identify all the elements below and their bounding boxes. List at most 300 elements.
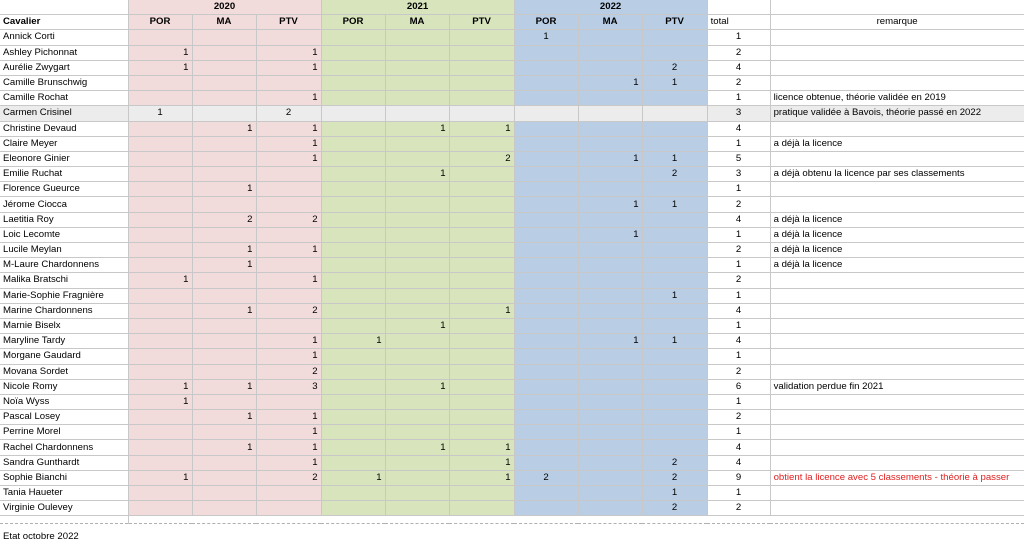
count-cell-por-2020[interactable] xyxy=(128,318,192,333)
count-cell-por-2022[interactable] xyxy=(514,303,578,318)
count-cell-por-2021[interactable] xyxy=(321,45,385,60)
total-cell[interactable]: 4 xyxy=(707,212,770,227)
count-cell-por-2020[interactable] xyxy=(128,455,192,470)
count-cell-ptv-2022[interactable]: 1 xyxy=(642,197,707,212)
count-cell-ptv-2020[interactable]: 1 xyxy=(256,121,321,136)
count-cell-ma-2020[interactable]: 1 xyxy=(192,182,256,197)
total-cell[interactable]: 1 xyxy=(707,425,770,440)
count-cell-ptv-2022[interactable]: 1 xyxy=(642,288,707,303)
count-cell-ma-2022[interactable] xyxy=(578,121,642,136)
count-cell-ptv-2021[interactable] xyxy=(449,410,514,425)
count-cell-ptv-2021[interactable]: 1 xyxy=(449,303,514,318)
count-cell-ptv-2020[interactable] xyxy=(256,182,321,197)
count-cell-ma-2021[interactable] xyxy=(385,45,449,60)
remark-cell[interactable]: a déjà la licence xyxy=(770,227,1024,242)
count-cell-ptv-2020[interactable] xyxy=(256,227,321,242)
remark-cell[interactable] xyxy=(770,425,1024,440)
count-cell-por-2020[interactable] xyxy=(128,136,192,151)
total-cell[interactable]: 4 xyxy=(707,440,770,455)
count-cell-por-2021[interactable]: 1 xyxy=(321,470,385,485)
remark-cell[interactable]: a déjà la licence xyxy=(770,258,1024,273)
remark-cell[interactable] xyxy=(770,440,1024,455)
count-cell-ptv-2022[interactable] xyxy=(642,106,707,121)
count-cell-ma-2020[interactable]: 1 xyxy=(192,379,256,394)
count-cell-ptv-2020[interactable] xyxy=(256,501,321,516)
count-cell-ptv-2022[interactable]: 1 xyxy=(642,151,707,166)
count-cell-ma-2022[interactable] xyxy=(578,60,642,75)
count-cell-por-2020[interactable] xyxy=(128,75,192,90)
remark-cell[interactable] xyxy=(770,303,1024,318)
remark-cell[interactable] xyxy=(770,349,1024,364)
count-cell-por-2020[interactable] xyxy=(128,425,192,440)
count-cell-ptv-2021[interactable]: 2 xyxy=(449,151,514,166)
count-cell-por-2021[interactable] xyxy=(321,288,385,303)
total-cell[interactable]: 1 xyxy=(707,288,770,303)
count-cell-por-2021[interactable] xyxy=(321,227,385,242)
count-cell-ptv-2022[interactable] xyxy=(642,273,707,288)
count-cell-ptv-2022[interactable] xyxy=(642,379,707,394)
count-cell-ma-2021[interactable] xyxy=(385,227,449,242)
count-cell-ma-2020[interactable] xyxy=(192,273,256,288)
count-cell-ma-2020[interactable] xyxy=(192,318,256,333)
count-cell-por-2021[interactable] xyxy=(321,379,385,394)
total-cell[interactable]: 2 xyxy=(707,243,770,258)
total-cell[interactable]: 1 xyxy=(707,258,770,273)
count-cell-por-2021[interactable] xyxy=(321,349,385,364)
count-cell-por-2022[interactable] xyxy=(514,486,578,501)
count-cell-ma-2022[interactable] xyxy=(578,440,642,455)
count-cell-ma-2021[interactable] xyxy=(385,486,449,501)
remark-cell[interactable] xyxy=(770,197,1024,212)
col-header-ptv-2021[interactable]: PTV xyxy=(449,15,514,30)
count-cell-por-2022[interactable] xyxy=(514,243,578,258)
count-cell-ma-2020[interactable] xyxy=(192,91,256,106)
count-cell-ma-2020[interactable]: 1 xyxy=(192,258,256,273)
remark-cell[interactable] xyxy=(770,486,1024,501)
count-cell-ptv-2021[interactable] xyxy=(449,227,514,242)
col-header-ma-2020[interactable]: MA xyxy=(192,15,256,30)
total-cell[interactable]: 4 xyxy=(707,60,770,75)
count-cell-por-2020[interactable] xyxy=(128,486,192,501)
remark-cell[interactable] xyxy=(770,30,1024,45)
total-column-header[interactable]: total xyxy=(707,15,770,30)
count-cell-ptv-2022[interactable] xyxy=(642,410,707,425)
empty-cell[interactable] xyxy=(128,516,1024,524)
total-cell[interactable]: 2 xyxy=(707,410,770,425)
count-cell-ma-2022[interactable] xyxy=(578,273,642,288)
count-cell-ptv-2022[interactable] xyxy=(642,243,707,258)
total-cell[interactable]: 2 xyxy=(707,364,770,379)
count-cell-ptv-2020[interactable]: 3 xyxy=(256,379,321,394)
col-header-por-2022[interactable]: POR xyxy=(514,15,578,30)
count-cell-por-2020[interactable] xyxy=(128,212,192,227)
count-cell-por-2021[interactable] xyxy=(321,318,385,333)
count-cell-por-2020[interactable]: 1 xyxy=(128,60,192,75)
total-cell[interactable]: 1 xyxy=(707,486,770,501)
count-cell-ptv-2021[interactable] xyxy=(449,258,514,273)
count-cell-ptv-2022[interactable]: 2 xyxy=(642,501,707,516)
count-cell-ptv-2021[interactable] xyxy=(449,91,514,106)
count-cell-ptv-2022[interactable] xyxy=(642,182,707,197)
count-cell-por-2022[interactable] xyxy=(514,318,578,333)
rider-name-cell[interactable]: Lucile Meylan xyxy=(0,243,128,258)
count-cell-por-2020[interactable] xyxy=(128,334,192,349)
count-cell-ma-2021[interactable] xyxy=(385,364,449,379)
count-cell-ma-2021[interactable] xyxy=(385,394,449,409)
count-cell-ma-2021[interactable] xyxy=(385,106,449,121)
count-cell-ma-2020[interactable] xyxy=(192,425,256,440)
count-cell-ma-2022[interactable] xyxy=(578,455,642,470)
remark-cell[interactable] xyxy=(770,182,1024,197)
count-cell-por-2021[interactable] xyxy=(321,455,385,470)
count-cell-por-2020[interactable]: 1 xyxy=(128,379,192,394)
count-cell-por-2020[interactable] xyxy=(128,197,192,212)
remark-cell[interactable] xyxy=(770,45,1024,60)
count-cell-por-2020[interactable] xyxy=(128,243,192,258)
count-cell-ma-2022[interactable] xyxy=(578,394,642,409)
count-cell-por-2022[interactable] xyxy=(514,91,578,106)
rider-name-cell[interactable]: Loic Lecomte xyxy=(0,227,128,242)
remark-cell[interactable] xyxy=(770,75,1024,90)
count-cell-por-2022[interactable] xyxy=(514,45,578,60)
total-cell[interactable]: 1 xyxy=(707,30,770,45)
count-cell-ma-2022[interactable] xyxy=(578,136,642,151)
count-cell-por-2020[interactable] xyxy=(128,151,192,166)
col-header-ptv-2022[interactable]: PTV xyxy=(642,15,707,30)
count-cell-ma-2020[interactable]: 1 xyxy=(192,303,256,318)
count-cell-por-2020[interactable] xyxy=(128,258,192,273)
count-cell-por-2020[interactable] xyxy=(128,349,192,364)
count-cell-ptv-2021[interactable] xyxy=(449,334,514,349)
count-cell-ptv-2020[interactable] xyxy=(256,486,321,501)
count-cell-ma-2021[interactable] xyxy=(385,258,449,273)
count-cell-ptv-2020[interactable]: 2 xyxy=(256,303,321,318)
count-cell-por-2020[interactable] xyxy=(128,440,192,455)
count-cell-ma-2020[interactable] xyxy=(192,75,256,90)
count-cell-por-2022[interactable] xyxy=(514,440,578,455)
count-cell-ma-2022[interactable] xyxy=(578,167,642,182)
count-cell-por-2020[interactable]: 1 xyxy=(128,273,192,288)
count-cell-ma-2020[interactable] xyxy=(192,349,256,364)
rider-name-cell[interactable]: Rachel Chardonnens xyxy=(0,440,128,455)
rider-name-cell[interactable]: Tania Haueter xyxy=(0,486,128,501)
count-cell-ma-2022[interactable]: 1 xyxy=(578,197,642,212)
count-cell-ma-2022[interactable] xyxy=(578,379,642,394)
rider-name-cell[interactable]: Pascal Losey xyxy=(0,410,128,425)
count-cell-ptv-2022[interactable] xyxy=(642,227,707,242)
remark-column-header[interactable]: remarque xyxy=(770,15,1024,30)
count-cell-por-2021[interactable] xyxy=(321,212,385,227)
remark-cell[interactable] xyxy=(770,334,1024,349)
rider-name-cell[interactable]: Eleonore Ginier xyxy=(0,151,128,166)
rider-name-cell[interactable]: Annick Corti xyxy=(0,30,128,45)
count-cell-por-2022[interactable] xyxy=(514,106,578,121)
remark-cell[interactable] xyxy=(770,364,1024,379)
rider-name-cell[interactable]: Sandra Gunthardt xyxy=(0,455,128,470)
status-date-text[interactable]: Etat octobre 2022 xyxy=(3,531,79,543)
total-cell[interactable]: 1 xyxy=(707,349,770,364)
count-cell-ma-2021[interactable] xyxy=(385,212,449,227)
count-cell-ptv-2022[interactable]: 2 xyxy=(642,60,707,75)
col-header-por-2021[interactable]: POR xyxy=(321,15,385,30)
count-cell-por-2022[interactable] xyxy=(514,501,578,516)
count-cell-ptv-2021[interactable] xyxy=(449,30,514,45)
count-cell-ma-2021[interactable] xyxy=(385,410,449,425)
count-cell-por-2021[interactable] xyxy=(321,30,385,45)
remark-cell[interactable]: licence obtenue, théorie validée en 2019 xyxy=(770,91,1024,106)
total-cell[interactable]: 4 xyxy=(707,303,770,318)
count-cell-por-2020[interactable]: 1 xyxy=(128,45,192,60)
count-cell-por-2022[interactable] xyxy=(514,197,578,212)
count-cell-ptv-2022[interactable] xyxy=(642,121,707,136)
count-cell-ma-2021[interactable] xyxy=(385,334,449,349)
count-cell-ma-2022[interactable] xyxy=(578,364,642,379)
count-cell-ma-2020[interactable]: 1 xyxy=(192,121,256,136)
count-cell-por-2022[interactable] xyxy=(514,364,578,379)
count-cell-por-2021[interactable] xyxy=(321,91,385,106)
count-cell-ptv-2021[interactable] xyxy=(449,425,514,440)
count-cell-ptv-2022[interactable] xyxy=(642,425,707,440)
count-cell-por-2021[interactable] xyxy=(321,501,385,516)
count-cell-ptv-2020[interactable]: 1 xyxy=(256,349,321,364)
count-cell-por-2021[interactable] xyxy=(321,364,385,379)
count-cell-ptv-2022[interactable] xyxy=(642,349,707,364)
total-cell[interactable]: 6 xyxy=(707,379,770,394)
count-cell-por-2021[interactable] xyxy=(321,303,385,318)
total-cell[interactable]: 1 xyxy=(707,136,770,151)
rider-name-cell[interactable]: Emilie Ruchat xyxy=(0,167,128,182)
count-cell-por-2020[interactable]: 1 xyxy=(128,394,192,409)
count-cell-por-2022[interactable] xyxy=(514,227,578,242)
count-cell-por-2022[interactable] xyxy=(514,273,578,288)
count-cell-por-2022[interactable] xyxy=(514,136,578,151)
count-cell-ma-2020[interactable]: 1 xyxy=(192,410,256,425)
total-cell[interactable]: 3 xyxy=(707,167,770,182)
count-cell-ptv-2021[interactable]: 1 xyxy=(449,455,514,470)
count-cell-ptv-2022[interactable] xyxy=(642,30,707,45)
count-cell-ptv-2020[interactable] xyxy=(256,30,321,45)
count-cell-ma-2020[interactable] xyxy=(192,501,256,516)
remark-cell[interactable]: a déjà la licence xyxy=(770,243,1024,258)
count-cell-por-2021[interactable] xyxy=(321,136,385,151)
year-2020-header[interactable]: 2020 xyxy=(128,0,321,15)
count-cell-ptv-2020[interactable]: 2 xyxy=(256,470,321,485)
remark-cell[interactable]: validation perdue fin 2021 xyxy=(770,379,1024,394)
count-cell-ptv-2020[interactable]: 1 xyxy=(256,45,321,60)
count-cell-ptv-2021[interactable] xyxy=(449,364,514,379)
count-cell-por-2021[interactable]: 1 xyxy=(321,334,385,349)
count-cell-ptv-2020[interactable] xyxy=(256,394,321,409)
remark-cell[interactable]: a déjà la licence xyxy=(770,136,1024,151)
count-cell-por-2022[interactable] xyxy=(514,75,578,90)
count-cell-ptv-2022[interactable] xyxy=(642,45,707,60)
remark-cell[interactable]: a déjà obtenu la licence par ses classements xyxy=(770,167,1024,182)
count-cell-ma-2020[interactable] xyxy=(192,45,256,60)
count-cell-ptv-2022[interactable] xyxy=(642,440,707,455)
rider-name-cell[interactable]: Jérome Ciocca xyxy=(0,197,128,212)
rider-name-cell[interactable]: Nicole Romy xyxy=(0,379,128,394)
count-cell-ma-2022[interactable] xyxy=(578,243,642,258)
count-cell-ma-2020[interactable] xyxy=(192,288,256,303)
count-cell-ptv-2021[interactable]: 1 xyxy=(449,121,514,136)
count-cell-por-2022[interactable] xyxy=(514,167,578,182)
count-cell-ptv-2021[interactable]: 1 xyxy=(449,440,514,455)
count-cell-ma-2021[interactable]: 1 xyxy=(385,167,449,182)
count-cell-ma-2021[interactable] xyxy=(385,349,449,364)
count-cell-ptv-2020[interactable]: 1 xyxy=(256,334,321,349)
count-cell-ptv-2020[interactable]: 2 xyxy=(256,212,321,227)
rider-name-cell[interactable]: Perrine Morel xyxy=(0,425,128,440)
count-cell-ptv-2020[interactable] xyxy=(256,318,321,333)
count-cell-ptv-2021[interactable] xyxy=(449,349,514,364)
count-cell-ptv-2020[interactable]: 1 xyxy=(256,425,321,440)
count-cell-ma-2021[interactable] xyxy=(385,455,449,470)
total-cell[interactable]: 1 xyxy=(707,394,770,409)
count-cell-ma-2022[interactable] xyxy=(578,486,642,501)
total-cell[interactable]: 3 xyxy=(707,106,770,121)
count-cell-ptv-2020[interactable] xyxy=(256,167,321,182)
count-cell-por-2021[interactable] xyxy=(321,440,385,455)
rider-name-cell[interactable]: Christine Devaud xyxy=(0,121,128,136)
count-cell-ptv-2021[interactable] xyxy=(449,106,514,121)
count-cell-ma-2020[interactable] xyxy=(192,167,256,182)
count-cell-ptv-2022[interactable]: 1 xyxy=(642,334,707,349)
count-cell-ptv-2021[interactable] xyxy=(449,243,514,258)
rider-name-cell[interactable]: Aurélie Zwygart xyxy=(0,60,128,75)
count-cell-ptv-2021[interactable] xyxy=(449,212,514,227)
count-cell-por-2020[interactable] xyxy=(128,501,192,516)
count-cell-ptv-2020[interactable] xyxy=(256,288,321,303)
count-cell-ma-2022[interactable] xyxy=(578,288,642,303)
rider-name-cell[interactable]: Florence Gueurce xyxy=(0,182,128,197)
count-cell-por-2022[interactable] xyxy=(514,410,578,425)
count-cell-por-2021[interactable] xyxy=(321,410,385,425)
count-cell-ma-2022[interactable] xyxy=(578,30,642,45)
count-cell-por-2022[interactable] xyxy=(514,425,578,440)
count-cell-ptv-2020[interactable]: 1 xyxy=(256,410,321,425)
rider-name-cell[interactable]: Claire Meyer xyxy=(0,136,128,151)
count-cell-ptv-2021[interactable] xyxy=(449,167,514,182)
count-cell-ma-2021[interactable]: 1 xyxy=(385,379,449,394)
col-header-ma-2022[interactable]: MA xyxy=(578,15,642,30)
count-cell-por-2022[interactable] xyxy=(514,394,578,409)
count-cell-por-2022[interactable] xyxy=(514,379,578,394)
count-cell-ptv-2021[interactable] xyxy=(449,60,514,75)
count-cell-por-2022[interactable] xyxy=(514,288,578,303)
count-cell-ma-2020[interactable] xyxy=(192,486,256,501)
count-cell-ptv-2020[interactable] xyxy=(256,197,321,212)
year-2022-header[interactable]: 2022 xyxy=(514,0,707,15)
count-cell-ptv-2022[interactable]: 1 xyxy=(642,75,707,90)
count-cell-por-2020[interactable] xyxy=(128,91,192,106)
count-cell-ptv-2020[interactable] xyxy=(256,75,321,90)
count-cell-ptv-2021[interactable] xyxy=(449,197,514,212)
rider-name-cell[interactable]: Ashley Pichonnat xyxy=(0,45,128,60)
count-cell-ptv-2022[interactable] xyxy=(642,303,707,318)
count-cell-por-2022[interactable] xyxy=(514,349,578,364)
rider-name-cell[interactable]: Malika Bratschi xyxy=(0,273,128,288)
count-cell-ptv-2022[interactable]: 1 xyxy=(642,486,707,501)
count-cell-por-2021[interactable] xyxy=(321,258,385,273)
rider-name-cell[interactable]: Camille Rochat xyxy=(0,91,128,106)
count-cell-ptv-2021[interactable] xyxy=(449,288,514,303)
count-cell-ma-2020[interactable] xyxy=(192,227,256,242)
count-cell-ptv-2022[interactable] xyxy=(642,212,707,227)
rider-name-cell[interactable]: Laetitia Roy xyxy=(0,212,128,227)
total-cell[interactable]: 2 xyxy=(707,197,770,212)
count-cell-por-2021[interactable] xyxy=(321,243,385,258)
rider-name-cell[interactable]: M-Laure Chardonnens xyxy=(0,258,128,273)
count-cell-ptv-2020[interactable]: 1 xyxy=(256,243,321,258)
count-cell-ptv-2021[interactable] xyxy=(449,273,514,288)
count-cell-ma-2022[interactable] xyxy=(578,349,642,364)
count-cell-ma-2022[interactable] xyxy=(578,182,642,197)
count-cell-ma-2021[interactable] xyxy=(385,470,449,485)
count-cell-por-2022[interactable]: 1 xyxy=(514,30,578,45)
count-cell-por-2021[interactable] xyxy=(321,394,385,409)
count-cell-ma-2021[interactable] xyxy=(385,30,449,45)
count-cell-ma-2020[interactable]: 2 xyxy=(192,212,256,227)
rider-name-cell[interactable]: Marie-Sophie Fragnière xyxy=(0,288,128,303)
rider-name-cell[interactable]: Sophie Bianchi xyxy=(0,470,128,485)
count-cell-ma-2022[interactable] xyxy=(578,410,642,425)
count-cell-por-2022[interactable] xyxy=(514,121,578,136)
count-cell-ma-2022[interactable] xyxy=(578,212,642,227)
count-cell-ma-2020[interactable] xyxy=(192,30,256,45)
count-cell-ma-2021[interactable] xyxy=(385,425,449,440)
count-cell-ptv-2022[interactable] xyxy=(642,394,707,409)
count-cell-por-2022[interactable] xyxy=(514,182,578,197)
count-cell-ma-2022[interactable]: 1 xyxy=(578,227,642,242)
count-cell-por-2022[interactable] xyxy=(514,455,578,470)
count-cell-ptv-2021[interactable] xyxy=(449,379,514,394)
count-cell-ptv-2022[interactable]: 2 xyxy=(642,470,707,485)
col-header-ptv-2020[interactable]: PTV xyxy=(256,15,321,30)
count-cell-ptv-2022[interactable] xyxy=(642,258,707,273)
count-cell-ma-2021[interactable] xyxy=(385,91,449,106)
count-cell-ptv-2021[interactable] xyxy=(449,136,514,151)
total-cell[interactable]: 1 xyxy=(707,91,770,106)
count-cell-ma-2020[interactable] xyxy=(192,151,256,166)
count-cell-ma-2020[interactable] xyxy=(192,197,256,212)
remark-cell[interactable] xyxy=(770,273,1024,288)
count-cell-ma-2020[interactable] xyxy=(192,60,256,75)
count-cell-por-2020[interactable] xyxy=(128,167,192,182)
remark-cell[interactable] xyxy=(770,151,1024,166)
count-cell-por-2021[interactable] xyxy=(321,151,385,166)
total-cell[interactable]: 4 xyxy=(707,121,770,136)
count-cell-por-2021[interactable] xyxy=(321,197,385,212)
count-cell-ptv-2022[interactable]: 2 xyxy=(642,455,707,470)
count-cell-ptv-2020[interactable]: 1 xyxy=(256,455,321,470)
count-cell-por-2020[interactable] xyxy=(128,303,192,318)
rider-column-header[interactable]: Cavalier xyxy=(0,15,128,30)
count-cell-ptv-2021[interactable] xyxy=(449,45,514,60)
remark-cell[interactable] xyxy=(770,288,1024,303)
count-cell-ptv-2021[interactable] xyxy=(449,318,514,333)
rider-name-cell[interactable]: Marine Chardonnens xyxy=(0,303,128,318)
count-cell-ptv-2021[interactable] xyxy=(449,75,514,90)
count-cell-ptv-2020[interactable]: 1 xyxy=(256,136,321,151)
remark-cell[interactable] xyxy=(770,121,1024,136)
count-cell-ma-2021[interactable] xyxy=(385,243,449,258)
count-cell-por-2021[interactable] xyxy=(321,75,385,90)
rider-name-cell[interactable]: Virginie Oulevey xyxy=(0,501,128,516)
count-cell-ma-2021[interactable] xyxy=(385,303,449,318)
count-cell-ptv-2021[interactable] xyxy=(449,182,514,197)
count-cell-ma-2020[interactable] xyxy=(192,470,256,485)
count-cell-ma-2022[interactable]: 1 xyxy=(578,334,642,349)
